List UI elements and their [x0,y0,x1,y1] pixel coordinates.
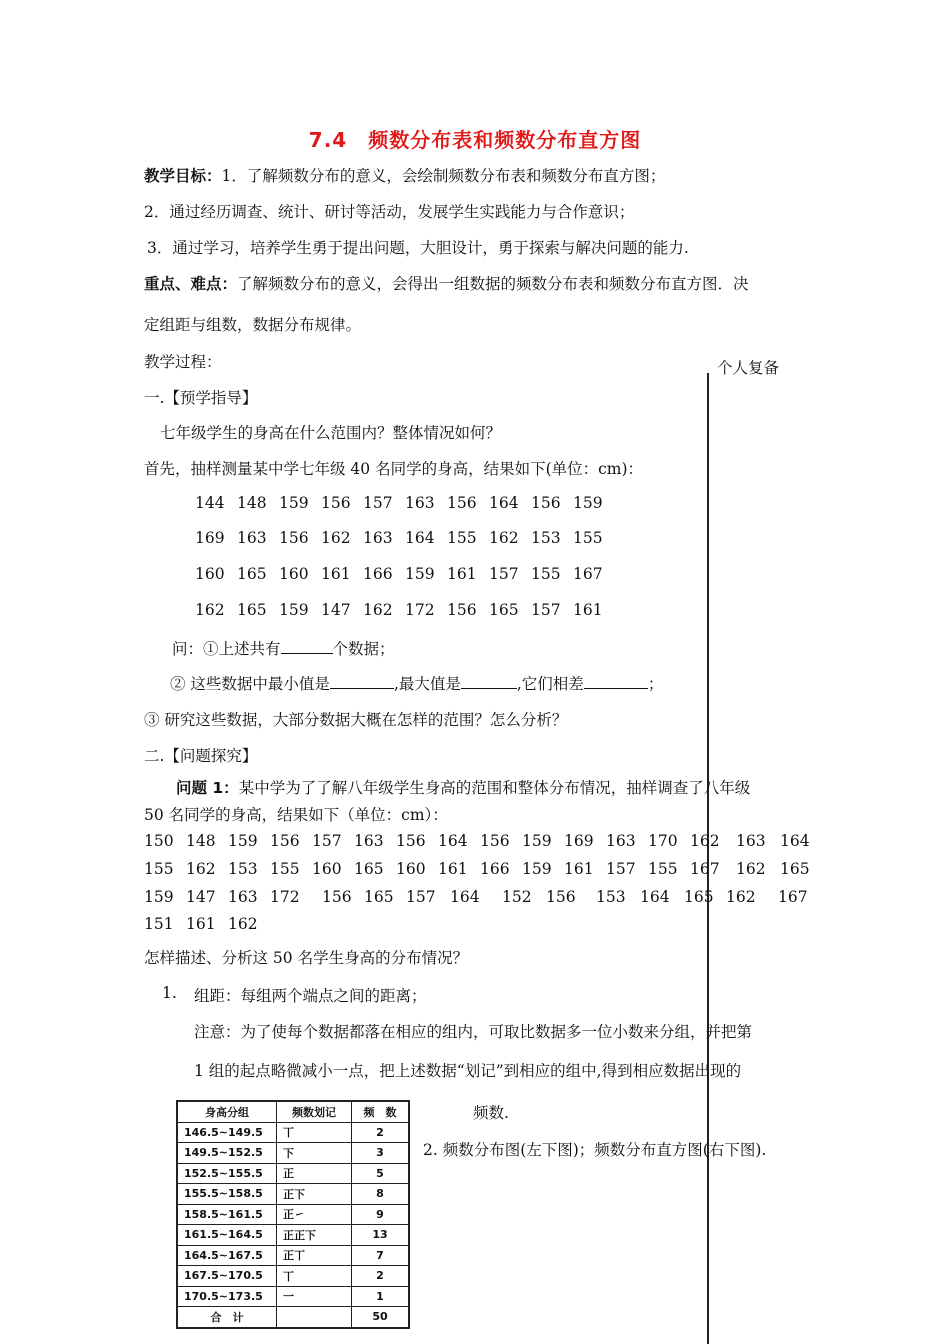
tally-cell: 下 [277,1143,352,1164]
data-cell: 166 [363,565,393,583]
question-3: ③ 研究这些数据，大部分数据大概在怎样的范围？怎么分析？ [144,711,568,729]
note-line-3: 频数. [473,1104,509,1122]
data-cell: 147 [321,601,351,619]
answer-blank-min[interactable] [330,674,394,689]
side-note: 个人复备 [717,359,780,377]
data-cell: 159 [573,494,603,512]
data-cell: 160 [279,565,309,583]
data-cell: 165 [237,601,267,619]
item-1-text: 组距：每组两个端点之间的距离； [194,987,427,1005]
data-cell: 160 [195,565,225,583]
data-cell: 156 [279,529,309,547]
data-cell: 164 [405,529,435,547]
frequency-table-row [177,1184,409,1205]
data-cell: 156 [270,832,300,850]
tally-cell: 丅 [277,1266,352,1287]
data-cell: 156 [480,832,510,850]
data-cell: 170 [648,832,678,850]
frequency-table-row [177,1163,409,1184]
goals-text-1: 1．了解频数分布的意义，会绘制频数分布表和频数分布直方图； [221,167,666,185]
goals-line-3: 3．通过学习，培养学生勇于提出问题，大胆设计，勇于探索与解决问题的能力. [147,239,689,257]
section1-heading: 一.【预学指导】 [144,389,258,407]
data-cell: 157 [406,888,436,906]
data-cell: 159 [279,601,309,619]
data-cell: 155 [573,529,603,547]
tally-cell [277,1307,352,1328]
data-cell: 160 [312,860,342,878]
goals-line-1 [144,164,665,186]
question-2 [170,672,663,694]
data-cell: 165 [364,888,394,906]
data-cell: 163 [736,832,766,850]
data-cell: 153 [531,529,561,547]
problem-line-1 [176,776,750,798]
frequency-table-header [177,1101,409,1122]
question-1-text: 问：①上述共有 [172,640,281,658]
data-cell: 153 [596,888,626,906]
question-1-suffix: 个数据； [332,640,395,658]
data-cell: 150 [144,832,174,850]
tally-cell: 正丅 [277,1245,352,1266]
data-cell: 155 [531,565,561,583]
data-cell: 160 [396,860,426,878]
data-cell: 172 [405,601,435,619]
frequency-table-row [177,1286,409,1307]
data-cell: 159 [279,494,309,512]
answer-blank-count[interactable] [281,639,333,654]
data-cell: 161 [438,860,468,878]
data-cell: 162 [489,529,519,547]
frequency-cell: 2 [352,1122,410,1143]
data-cell: 166 [480,860,510,878]
header-frequency: 频 数 [352,1101,410,1122]
height-group-cell: 158.5~161.5 [177,1204,277,1225]
data-cell: 159 [144,888,174,906]
height-group-cell: 149.5~152.5 [177,1143,277,1164]
frequency-cell: 1 [352,1286,410,1307]
data-cell: 163 [228,888,258,906]
goals-line-2: 2．通过经历调查、统计、研讨等活动，发展学生实践能力与合作意识； [144,203,635,221]
data-cell: 162 [228,915,258,933]
question-2-text: ② 这些数据中最小值是 [170,675,330,693]
data-cell: 144 [195,494,225,512]
data-cell: 156 [546,888,576,906]
frequency-table-row [177,1307,409,1328]
frequency-table-row [177,1266,409,1287]
data-cell: 164 [450,888,480,906]
data-cell: 169 [564,832,594,850]
data-cell: 161 [564,860,594,878]
frequency-cell: 9 [352,1204,410,1225]
data-cell: 169 [195,529,225,547]
frequency-table-row [177,1204,409,1225]
frequency-cell: 8 [352,1184,410,1205]
data-cell: 156 [321,494,351,512]
frequency-cell: 7 [352,1245,410,1266]
answer-blank-diff[interactable] [584,674,648,689]
process-label: 教学过程： [144,353,222,371]
data-cell: 162 [363,601,393,619]
data-cell: 157 [606,860,636,878]
data-cell: 161 [447,565,477,583]
data-cell: 165 [780,860,810,878]
height-group-cell: 合 计 [177,1307,277,1328]
data-cell: 151 [144,915,174,933]
data-cell: 167 [690,860,720,878]
data-cell: 159 [522,832,552,850]
data-cell: 148 [237,494,267,512]
keypoints-line-2: 定组距与组数，数据分布规律。 [144,316,362,334]
data-cell: 157 [489,565,519,583]
note-line-1: 注意：为了使每个数据都落在相应的组内，可取比数据多一位小数来分组，并把第 [194,1023,753,1041]
keypoints-line-1 [144,272,749,294]
data-cell: 163 [363,529,393,547]
item-2-text: 2. 频数分布图(左下图)；频数分布直方图(右下图). [423,1141,767,1159]
margin-divider [707,373,709,1344]
keypoints-text-1: 了解频数分布的意义，会得出一组数据的频数分布表和频数分布直方图．决 [237,275,749,293]
data-cell: 156 [531,494,561,512]
data-cell: 162 [736,860,766,878]
page-title: 7.4 频数分布表和频数分布直方图 [308,128,642,152]
height-group-cell: 161.5~164.5 [177,1225,277,1246]
data-cell: 161 [573,601,603,619]
data-cell: 156 [322,888,352,906]
note-line-2: 1 组的起点略微减小一点，把上述数据“划记”到相应的组中,得到相应数据出现的 [194,1062,742,1080]
data-cell: 155 [447,529,477,547]
tally-cell: 正正下 [277,1225,352,1246]
frequency-table [176,1100,410,1329]
section1-question: 七年级学生的身高在什么范围内？整体情况如何？ [160,424,502,442]
data-cell: 163 [606,832,636,850]
data-cell: 152 [502,888,532,906]
data-cell: 156 [447,601,477,619]
data-cell: 162 [195,601,225,619]
section1-intro: 首先，抽样测量某中学七年级 40 名同学的身高，结果如下(单位：cm)： [144,460,644,478]
data-cell: 157 [531,601,561,619]
data-cell: 167 [573,565,603,583]
tally-cell: 丅 [277,1122,352,1143]
data-cell: 162 [321,529,351,547]
data-cell: 164 [640,888,670,906]
data-cell: 164 [489,494,519,512]
answer-blank-max[interactable] [461,674,517,689]
data-cell: 172 [270,888,300,906]
tally-cell: 一 [277,1286,352,1307]
keypoints-label: 重点、难点： [144,275,238,293]
header-height-group: 身高分组 [177,1101,277,1122]
data-cell: 164 [780,832,810,850]
data-cell: 165 [489,601,519,619]
data-cell: 163 [237,529,267,547]
height-group-cell: 146.5~149.5 [177,1122,277,1143]
tally-cell: 正下 [277,1184,352,1205]
frequency-table-row [177,1245,409,1266]
data-cell: 165 [354,860,384,878]
data-cell: 155 [648,860,678,878]
frequency-table-row [177,1122,409,1143]
tally-cell: 正 [277,1163,352,1184]
data-cell: 156 [396,832,426,850]
data-cell: 162 [186,860,216,878]
data-cell: 163 [405,494,435,512]
data-cell: 165 [684,888,714,906]
frequency-cell: 2 [352,1266,410,1287]
how-question: 怎样描述、分析这 50 名学生身高的分布情况？ [144,949,469,967]
item-1-number: 1. [162,984,177,1002]
problem-line-2: 50 名同学的身高，结果如下（单位：cm）： [144,806,448,824]
data-cell: 165 [237,565,267,583]
data-cell: 167 [778,888,808,906]
data-cell: 148 [186,832,216,850]
data-cell: 164 [438,832,468,850]
height-group-cell: 170.5~173.5 [177,1286,277,1307]
data-cell: 162 [690,832,720,850]
data-cell: 162 [726,888,756,906]
data-cell: 159 [405,565,435,583]
data-cell: 161 [321,565,351,583]
problem-text-1: 某中学为了了解八年级学生身高的范围和整体分布情况，抽样调查了八年级 [238,779,751,797]
question-1 [172,637,395,659]
tally-cell: 正㇀ [277,1204,352,1225]
data-cell: 157 [312,832,342,850]
frequency-cell: 50 [352,1307,410,1328]
height-group-cell: 155.5~158.5 [177,1184,277,1205]
data-cell: 159 [522,860,552,878]
data-cell: 155 [270,860,300,878]
data-cell: 156 [447,494,477,512]
problem-label: 问题 1： [176,779,239,797]
data-cell: 163 [354,832,384,850]
data-cell: 147 [186,888,216,906]
header-tally: 频数划记 [277,1101,352,1122]
height-group-cell: 152.5~155.5 [177,1163,277,1184]
section2-heading: 二.【问题探究】 [144,747,258,765]
height-group-cell: 167.5~170.5 [177,1266,277,1287]
data-cell: 161 [186,915,216,933]
data-cell: 153 [228,860,258,878]
frequency-table-row [177,1225,409,1246]
height-group-cell: 164.5~167.5 [177,1245,277,1266]
data-cell: 157 [363,494,393,512]
data-cell: 159 [228,832,258,850]
frequency-cell: 3 [352,1143,410,1164]
question-2-max-label: ,最大值是 [393,675,461,693]
goals-label: 教学目标： [144,167,222,185]
frequency-cell: 5 [352,1163,410,1184]
frequency-cell: 13 [352,1225,410,1246]
data-cell: 155 [144,860,174,878]
frequency-table-row [177,1143,409,1164]
question-2-diff-label: ,它们相差 [516,675,584,693]
question-2-end: ； [647,675,664,693]
